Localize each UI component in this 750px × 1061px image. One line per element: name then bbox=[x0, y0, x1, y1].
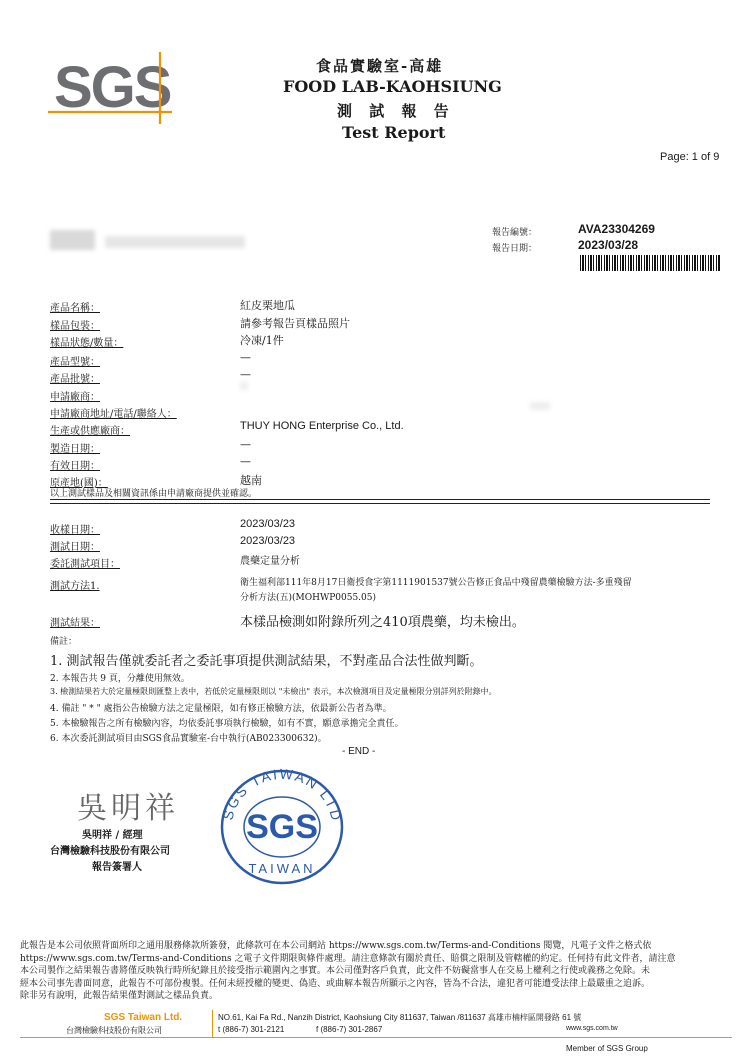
test-method-line2: 分析方法(五)(MOHWP0055.05) bbox=[240, 593, 377, 603]
handwritten-signature bbox=[75, 782, 185, 831]
receive-date: 2023/03/23 bbox=[240, 518, 296, 530]
signer-role: 報告簽署人 bbox=[92, 862, 142, 873]
report-date-label: 報告日期： bbox=[492, 244, 538, 254]
barcode bbox=[580, 255, 720, 271]
signer-name-title: 吳明祥 / 經理 bbox=[82, 830, 143, 841]
footer-company-en: SGS Taiwan Ltd. bbox=[104, 1012, 183, 1023]
sample-field-value: THUY HONG Enterprise Co., Ltd. bbox=[240, 420, 404, 432]
sample-field-value: — bbox=[240, 455, 251, 468]
remark-item: 1. 測試報告僅就委託者之委託事項提供測試結果，不對產品合法性做判斷。 bbox=[50, 654, 483, 669]
sample-field-label: 產品型號： bbox=[50, 357, 100, 368]
sgs-logo bbox=[48, 52, 188, 128]
report-number-label: 報告編號： bbox=[492, 228, 538, 238]
test-result: 本樣品檢測如附錄所列之410項農藥，均未檢出。 bbox=[240, 615, 525, 630]
disclaimer-line: 本公司製作之結果報告書將僅反映執行時所紀錄且於接受指示範圍內之事實。本公司僅對客戶負責，此文件不妨礙當事人在交易上權利之行使或義務之免除。未 bbox=[20, 966, 651, 976]
test-item-label: 委託測試項目： bbox=[50, 559, 120, 570]
end-marker: - END - bbox=[342, 746, 376, 757]
lab-name-en: FOOD LAB-KAOHSIUNG bbox=[283, 77, 502, 96]
sample-field-label: 原產地(國)： bbox=[50, 478, 108, 489]
remark-item: 2. 本報告共 9 頁，分離使用無效。 bbox=[50, 674, 190, 684]
sample-field-value: — bbox=[240, 368, 251, 381]
sample-field-value: 紅皮栗地瓜 bbox=[240, 299, 295, 312]
test-result-label: 測試結果： bbox=[50, 618, 100, 629]
company-seal bbox=[212, 765, 352, 889]
disclaimer-line: 除非另有說明，此報告結果僅對測試之樣品負責。 bbox=[20, 991, 219, 1001]
sample-field-value: 請參考報告頁樣品照片 bbox=[240, 317, 350, 330]
redacted-applicant bbox=[530, 402, 550, 410]
report-title-en: Test Report bbox=[342, 123, 446, 142]
sample-field-value: — bbox=[240, 438, 251, 451]
sample-field-value: 越南 bbox=[240, 474, 262, 487]
report-number: AVA23304269 bbox=[578, 222, 655, 236]
sample-field-label: 樣品包裝： bbox=[50, 321, 100, 332]
sample-field-label: 申請廠商： bbox=[50, 392, 100, 403]
disclaimer-line: 經本公司事先書面同意，此報告不可部份複製。任何未經授權的變更、偽造、或曲解本報告所顯示之內容，皆為不合法，違犯者可能遭受法律上最嚴重之追訴。 bbox=[20, 978, 651, 989]
disclaimer-line: 此報告是本公司依照背面所印之通用服務條款所簽發，此條款可在本公司網站 https://www.sgs.com.tw/Terms-and-Conditions 閱覽，凡電子文件之格式依 bbox=[20, 941, 652, 951]
footer-divider bbox=[212, 1010, 213, 1038]
sample-field-label: 有效日期： bbox=[50, 461, 100, 472]
sample-field-value: 冷凍/1件 bbox=[240, 334, 284, 347]
redacted-applicant bbox=[105, 236, 245, 248]
sample-field-label: 申請廠商地址/電話/聯絡人： bbox=[50, 409, 177, 420]
redacted-applicant bbox=[240, 382, 248, 390]
svg-text:SGS: SGS bbox=[246, 808, 318, 846]
sample-field-label: 產品批號： bbox=[50, 374, 100, 385]
sample-field-label: 樣品狀態/數量： bbox=[50, 338, 124, 349]
receive-date-label: 收樣日期： bbox=[50, 525, 100, 536]
test-method-line1: 衛生福利部111年8月17日衛授食字第1111901537號公告修正食品中殘留農藥檢驗方法-多重殘留 bbox=[240, 578, 632, 588]
remark-item: 4. 備註 " * " 處指公告檢驗方法之定量極限，如有修正檢驗方法，依最新公告者為準。 bbox=[50, 704, 392, 714]
disclaimer-line: https://www.sgs.com.tw/Terms-and-Conditions 之電子文件期限與條件處理。請注意條款有關於責任、賠償之限制及管轄權的約定。任何持有此文件者，請注意 bbox=[20, 953, 676, 964]
page-number: Page: 1 of 9 bbox=[660, 151, 720, 163]
report-date: 2023/03/28 bbox=[578, 238, 639, 252]
sample-field-value: — bbox=[240, 351, 251, 364]
footer-phone: t (886-7) 301-2121 bbox=[218, 1025, 285, 1034]
report-title-zh: 測 試 報 告 bbox=[337, 102, 455, 120]
sample-field-label: 產品名稱： bbox=[50, 303, 100, 314]
sample-note: 以上測試樣品及相關資訊係由申請廠商提供並確認。 bbox=[50, 489, 258, 499]
svg-text:TAIWAN: TAIWAN bbox=[248, 861, 316, 876]
remark-item: 3. 檢測結果若大於定量極限則匯整上表中，若低於定量極限則以 "未檢出" 表示，本次檢測項目及定量極限分別詳列於附錄中。 bbox=[50, 687, 497, 696]
footer-member: Member of SGS Group bbox=[566, 1044, 648, 1053]
divider-double bbox=[50, 499, 710, 504]
footer-rule bbox=[20, 1037, 732, 1038]
sample-field-label: 製造日期： bbox=[50, 444, 100, 455]
footer-website: www.sgs.com.tw bbox=[566, 1025, 618, 1032]
test-date: 2023/03/23 bbox=[240, 535, 296, 547]
remark-item: 5. 本檢驗報告之所有檢驗內容，均依委託事項執行檢驗，如有不實，願意承擔完全責任。 bbox=[50, 719, 404, 729]
svg-text:SGS TAIWAN LTD: SGS TAIWAN LTD bbox=[219, 765, 345, 824]
test-method-label: 測試方法1. bbox=[50, 581, 100, 592]
redacted-applicant bbox=[50, 230, 95, 250]
sgs-logo-text: SGS bbox=[54, 55, 171, 120]
footer-fax: f (886-7) 301-2867 bbox=[316, 1025, 383, 1034]
remark-item: 6. 本次委託測試項目由SGS食品實驗室-台中執行(AB023300632)。 bbox=[50, 734, 327, 744]
svg-text:吳明祥: 吳明祥 bbox=[77, 791, 179, 826]
test-item: 農藥定量分析 bbox=[240, 556, 300, 567]
lab-name-zh: 食品實驗室-高雄 bbox=[316, 57, 444, 75]
signer-company: 台灣檢驗科技股份有限公司 bbox=[50, 846, 170, 857]
sample-field-label: 生產或供應廠商： bbox=[50, 426, 130, 437]
footer-address: NO.61, Kai Fa Rd., Nanzih District, Kaohsiung City 811637, Taiwan /811637 高雄市楠梓區開發路 61 號 bbox=[218, 1013, 582, 1022]
test-date-label: 測試日期： bbox=[50, 542, 100, 553]
footer-company-zh: 台灣檢驗科技股份有限公司 bbox=[66, 1026, 162, 1035]
footer-disclaimer bbox=[20, 940, 732, 1003]
remarks-heading: 備註： bbox=[50, 637, 78, 647]
